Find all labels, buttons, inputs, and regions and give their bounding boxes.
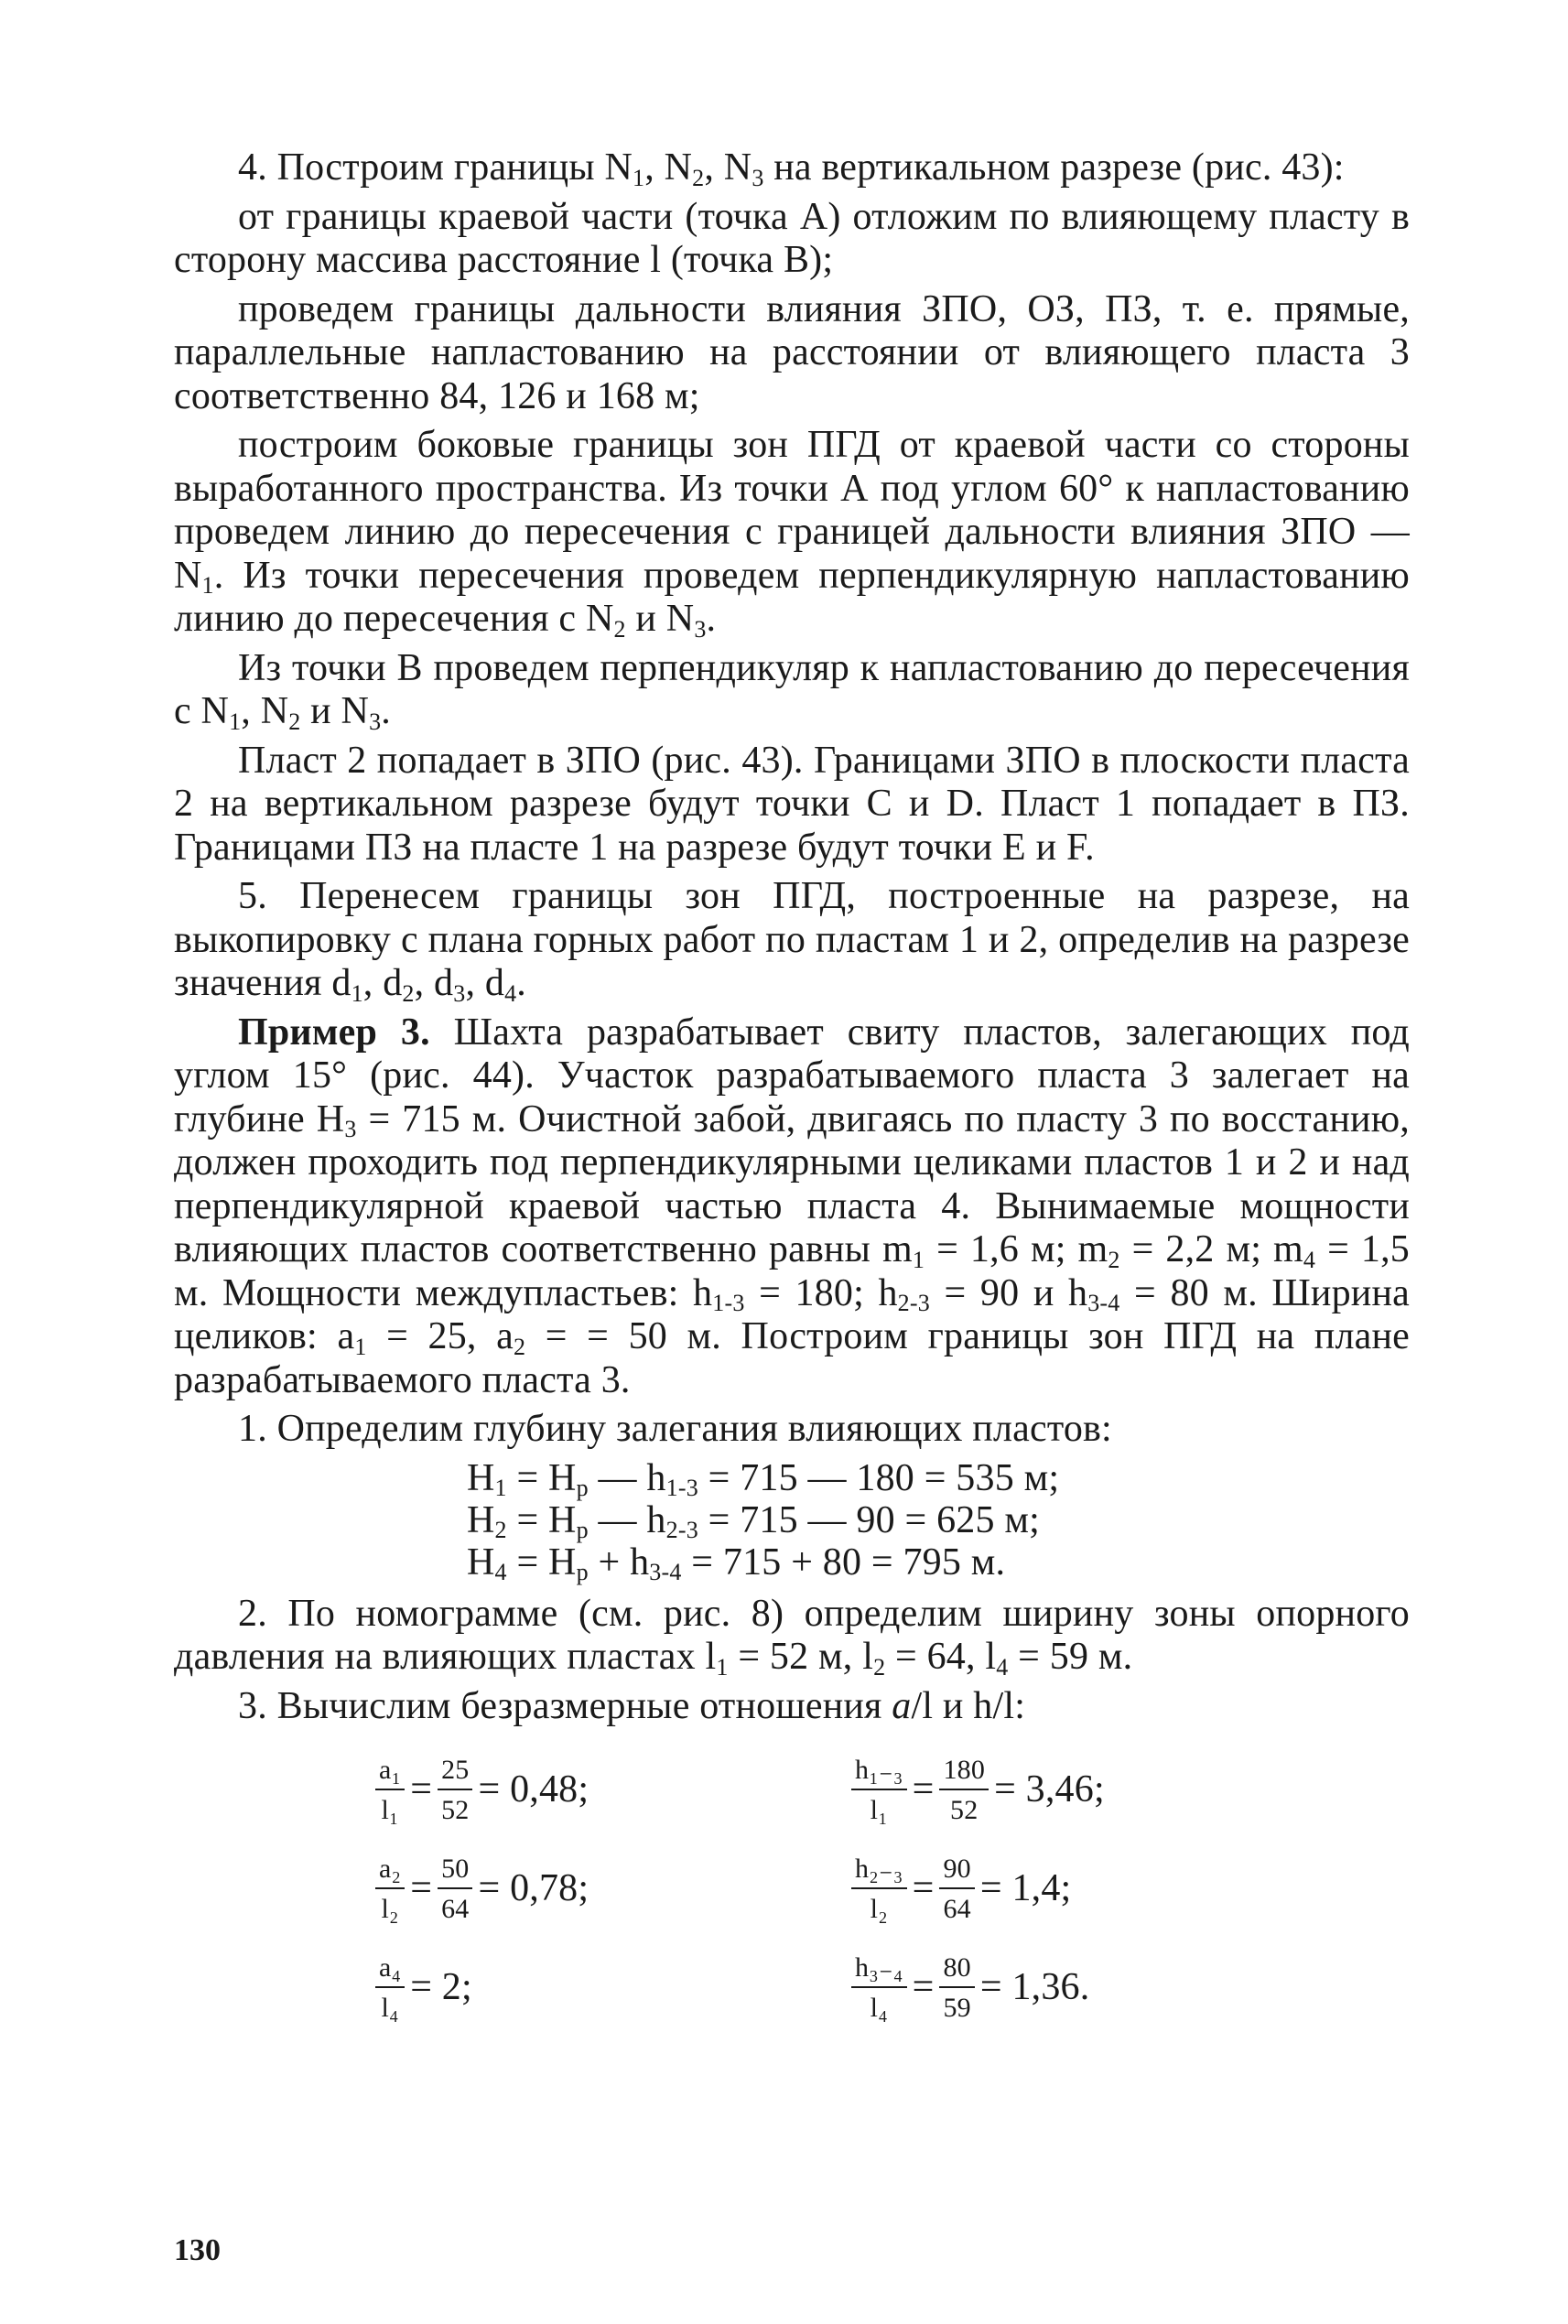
equation-h4: $H_4 = H_p + h_{3-4} = 715 + 80 = 795$ м. xyxy=(467,1540,1006,1585)
paragraph-perpendicular: Из точки В проведем перпендикуляр к напластованию до пересечения с $N_1$, $N_2$ и $N_3$. xyxy=(174,646,1410,735)
fraction-h34-l4: $\frac{\text{h₃₋₄}}{\text{l₄}}$ = $\frac{80}{59}$ = 1,36. xyxy=(851,1951,1095,2025)
paragraph-side-borders: построим боковые границы зон ПГД от краевой части со стороны выработанного пространства. Из точки А под углом 60° к напластованию проведем линию до пересечения с границей дальности влияния ЗПО — $N_1$. Из точки пересечения проведем перпендикулярную напластованию линию до пересечения с $N_2$ и $N_3$. xyxy=(174,424,1410,643)
fraction-h13-l1: $\frac{\text{h₁₋₃}}{\text{l₁}}$ = $\frac{180}{52}$ = 3,46; xyxy=(851,1754,1110,1827)
paragraph-example-3: Пример 3. Шахта разрабатывает свиту пластов, залегающих под углом 15° (рис. 44). Участок разрабатываемого пласта 3 залегает на глубине $H_3 = 715$ м. Очистной забой, двигаясь по пласту 3 по восстанию, должен проходить под перпендикулярными целиками пластов 1 и 2 и над перпендикулярной краевой частью пласта 4. Вынимаемые мощности влияющих пластов соответственно равны $m_1 = 1,6$ м; $m_2 = 2,2$ м; $m_4 = 1,5$ м. Мощности междупластьев: $h_{1-3} = 180$; $h_{2-3} = 90$ и $h_{3-4} = 80$ м. Ширина целиков: $a_1 = 25$, $a_2$ = = 50 м. Построим границы зон ПГД на плане разрабатываемого пласта 3. xyxy=(174,1011,1410,1401)
paragraph-step5: 5. Перенесем границы зон ПГД, построенные на разрезе, на выкопировку с плана горных работ по пластам 1 и 2, определив на разрезе значения $d_1$, $d_2$, $d_3$, $d_4$. xyxy=(174,875,1410,1007)
paragraph-step1: 1. Определим глубину залегания влияющих пластов: xyxy=(238,1408,1112,1450)
paragraph-step2: 2. По номограмме (см. рис. 8) определим ширину зоны опорного давления на влияющих пластах $l_1 = 52$ м, $l_2 = 64$, $l_4 = 59$ м. xyxy=(174,1592,1410,1681)
page-body xyxy=(174,146,1410,2056)
fraction-a1-l1: $\frac{\text{a₁}}{\text{l₁}}$ = $\frac{25}{52}$ = 0,48; xyxy=(375,1754,594,1827)
paragraph-seam-zones: Пласт 2 попадает в ЗПО (рис. 43). Границами ЗПО в плоскости пласта 2 на вертикальном разрезе будут точки С и D. Пласт 1 попадает в ПЗ. Границами ПЗ на пласте 1 на разрезе будут точки Е и F. xyxy=(174,739,1410,869)
fraction-h23-l2: $\frac{\text{h₂₋₃}}{\text{l₂}}$ = $\frac{90}{64}$ = 1,4; xyxy=(851,1853,1076,1926)
paragraph-step3: 3. Вычислим безразмерные отношения a/l и h/l: xyxy=(238,1684,1026,1727)
example-heading: Пример 3. xyxy=(238,1011,430,1054)
ratio-fractions xyxy=(174,1754,1410,2056)
fraction-a4-l4: $\frac{\text{a₄}}{\text{l₄}}$ = 2; xyxy=(375,1951,478,2025)
depth-equations xyxy=(174,1457,1410,1584)
fraction-a2-l2: $\frac{\text{a₂}}{\text{l₂}}$ = $\frac{50}{64}$ = 0,78; xyxy=(375,1853,594,1926)
paragraph-range-lines: проведем границы дальности влияния ЗПО, ОЗ, ПЗ, т. е. прямые, параллельные напластованию на расстоянии от влияющего пласта 3 соответственно 84, 126 и 168 м; xyxy=(174,287,1410,417)
paragraph-point-b: от границы краевой части (точка А) отложим по влияющему пласту в сторону массива расстояние l (точка В); xyxy=(174,195,1410,281)
equation-h2: $H_2 = H_p$ — $h_{2-3} = 715$ — 90 = 625 м; xyxy=(467,1498,1041,1543)
page-number: 130 xyxy=(174,2233,221,2267)
paragraph-step4: 4. Построим границы $N_1$, $N_2$, $N_3$ на вертикальном разрезе (рис. 43): xyxy=(238,146,1345,191)
equation-h1: $H_1 = H_p$ — $h_{1-3} = 715$ — 180 = 535 м; xyxy=(467,1456,1060,1501)
